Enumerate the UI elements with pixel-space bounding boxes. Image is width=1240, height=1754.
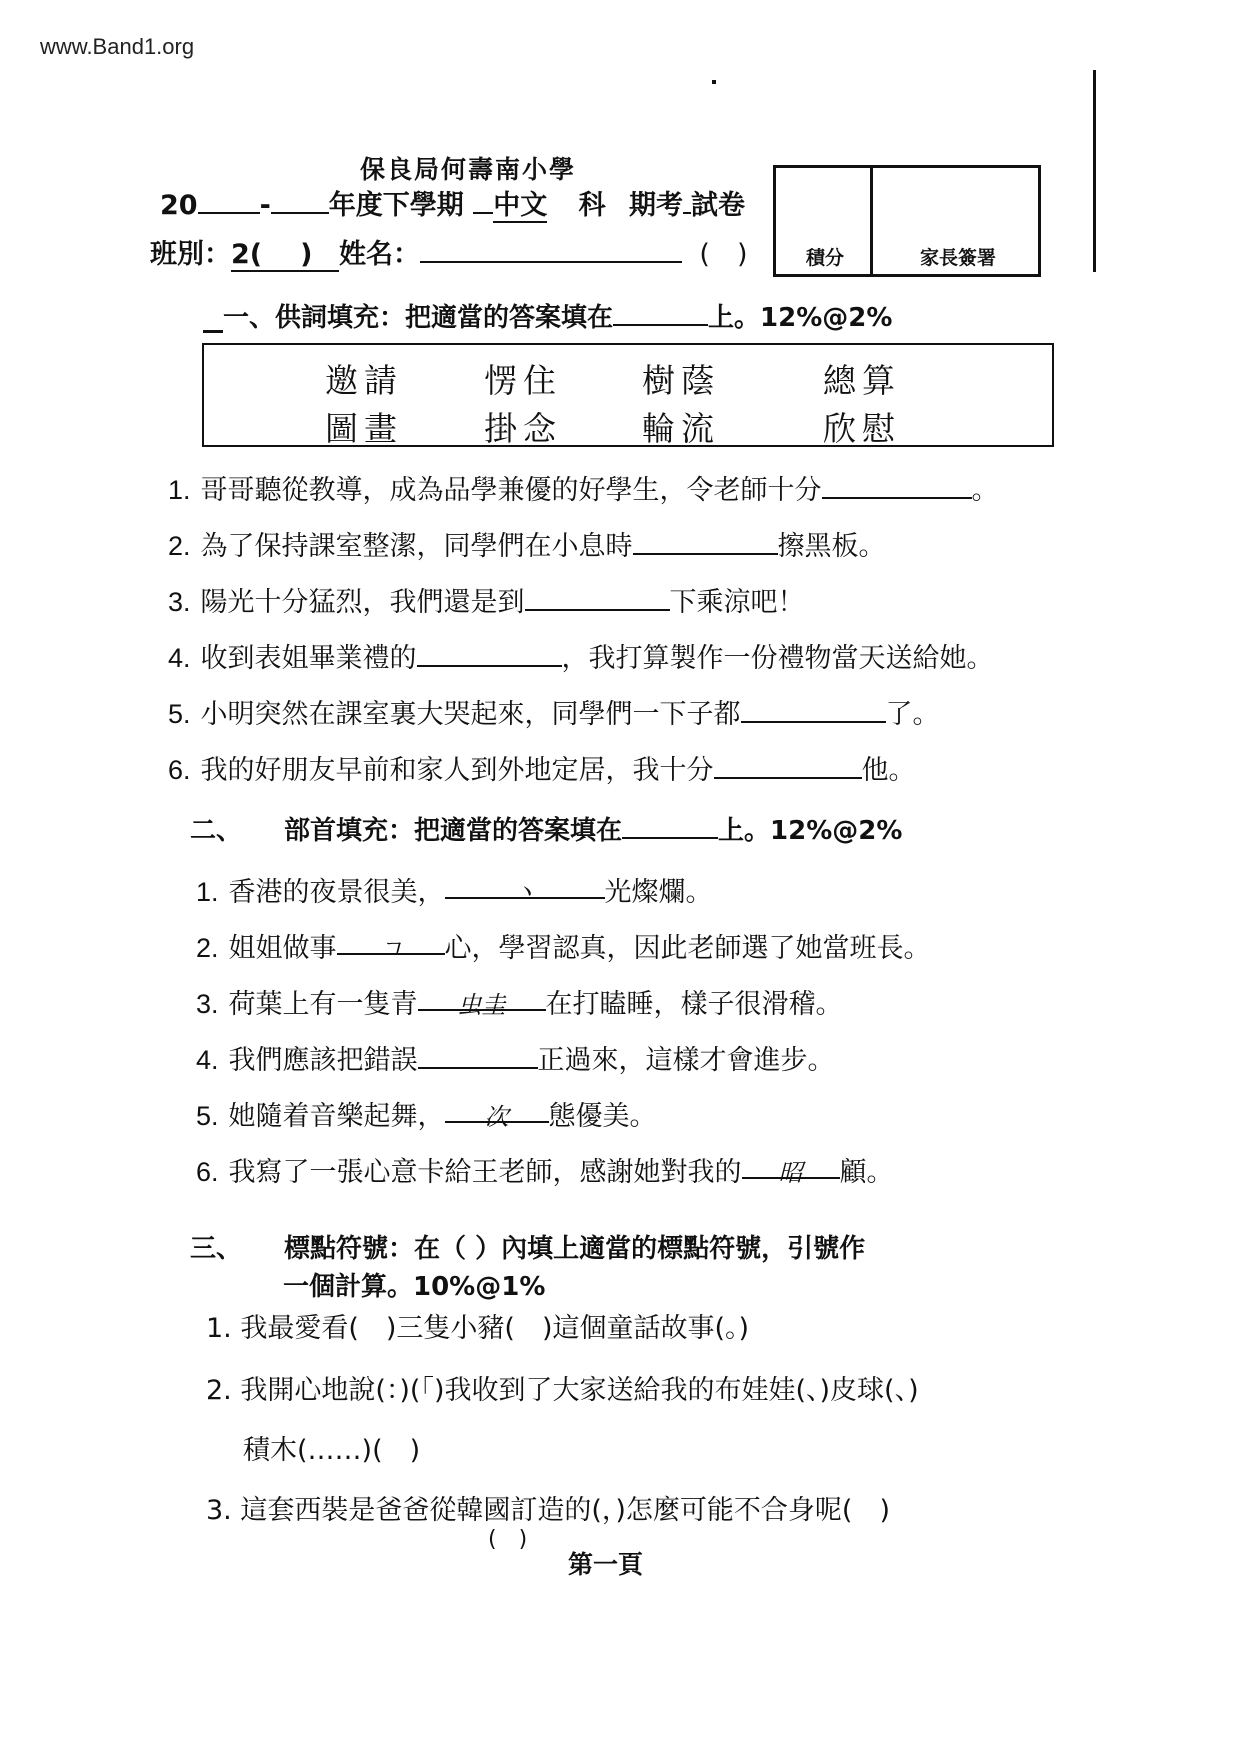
answer-blank[interactable] xyxy=(822,470,972,499)
s1-question-3: 3. 陽光十分猛烈，我們還是到 下乘涼吧！ xyxy=(168,580,805,619)
s1-question-6: 6. 我的好朋友早前和家人到外地定居，我十分 他。 xyxy=(168,748,916,787)
class-number-paren: ( ) xyxy=(699,239,748,270)
section2-marks: 上。12%@2% xyxy=(718,816,903,846)
section1-title-text: 一、供詞填充：把適當的答案填在 xyxy=(223,303,614,333)
year-prefix: 20 xyxy=(160,190,198,221)
s1-question-2: 2. 為了保持課室整潔，同學們在小息時 擦黑板。 xyxy=(168,524,886,563)
section3-marks: 一個計算。10%@1% xyxy=(283,1272,546,1302)
section1-title xyxy=(203,297,892,334)
score-box-divider xyxy=(870,165,873,274)
answer-blank[interactable] xyxy=(525,582,670,611)
s3-question-2-cont: 積木(……)( ) xyxy=(243,1435,421,1466)
word-bank-item: 總算 xyxy=(823,361,901,400)
class-value: 2 xyxy=(231,239,250,270)
student-info-line xyxy=(150,232,747,272)
watermark-url: www.Band1.org xyxy=(40,34,195,59)
s2-question-4: 4. 我們應該把錯誤 正過來，這樣才會進步。 xyxy=(196,1045,835,1076)
s2-question-3: 3. 荷葉上有一隻青 虫圭 在打瞌睡，樣子很滑稽。 xyxy=(196,982,843,1021)
scan-speck xyxy=(712,80,716,84)
word-bank-item: 愣住 xyxy=(484,361,562,400)
paper-label: 試卷 xyxy=(691,190,746,221)
section2-number: 二、 xyxy=(190,816,243,846)
handwritten-answer[interactable]: 虫圭 xyxy=(418,985,546,1011)
s1-question-4: 4. 收到表姐畢業禮的 ，我打算製作一份禮物當天送給她。 xyxy=(168,636,994,675)
section2-title xyxy=(190,810,902,847)
handwritten-answer[interactable]: 昭 xyxy=(742,1153,840,1179)
year-blank-2 xyxy=(271,185,329,214)
answer-blank[interactable] xyxy=(417,638,562,667)
section3-number: 三、 xyxy=(190,1234,243,1264)
term-label: 年度下學期 xyxy=(328,190,464,221)
word-bank-item: 掛念 xyxy=(484,409,562,448)
page-number: 第一頁 xyxy=(568,1550,644,1579)
s3-question-3-cont: ( ) xyxy=(488,1527,528,1552)
class-paren-open: ( xyxy=(249,239,263,270)
answer-blank[interactable] xyxy=(741,694,886,723)
answer-blank[interactable] xyxy=(714,750,862,779)
section1-marks: 上。12%@2% xyxy=(708,303,893,333)
class-label: 班別： xyxy=(150,239,231,270)
s2-question-2: 2. 姐姐做事 ㄱ 心，學習認真，因此老師選了她當班長。 xyxy=(196,926,931,965)
word-bank-item: 樹蔭 xyxy=(642,361,720,400)
section2-title-text: 部首填充：把適當的答案填在 xyxy=(284,816,623,846)
answer-blank[interactable] xyxy=(633,526,778,555)
year-dash: - xyxy=(259,190,271,221)
name-field xyxy=(420,234,682,263)
handwritten-answer[interactable]: 次 xyxy=(445,1097,549,1123)
class-paren-close: ) xyxy=(300,239,313,270)
word-bank-item: 輪流 xyxy=(642,409,720,448)
subject-suffix: 科 xyxy=(578,190,606,221)
s1-question-1: 1. 哥哥聽從教導，成為品學兼優的好學生，令老師十分 。 xyxy=(168,468,999,507)
exam-label: 期考 xyxy=(629,190,684,221)
handwritten-answer[interactable]: 丶 xyxy=(445,873,605,899)
s2-question-1: 1. 香港的夜景很美， 丶 光燦爛。 xyxy=(196,870,713,909)
name-label: 姓名： xyxy=(339,239,420,270)
section3-title-text: 標點符號：在（ ）內填上適當的標點符號，引號作 xyxy=(284,1234,866,1264)
parent-sign-label: 家長簽署 xyxy=(920,247,997,269)
s1-question-5: 5. 小明突然在課室裏大哭起來，同學們一下子都 了。 xyxy=(168,692,940,731)
s3-question-3: 3. 這套西裝是爸爸從韓國訂造的(，)怎麼可能不合身呢( ) xyxy=(206,1495,890,1526)
s2-question-6: 6. 我寫了一張心意卡給王老師，感謝她對我的 昭 顧。 xyxy=(196,1150,894,1189)
handwritten-answer[interactable] xyxy=(418,1043,538,1069)
subject-value: 中文 xyxy=(493,190,548,221)
exam-header-line xyxy=(160,183,745,222)
word-bank-item: 圖畫 xyxy=(325,409,403,448)
section3-title xyxy=(190,1228,865,1265)
word-bank-item: 欣慰 xyxy=(823,409,901,448)
s3-question-1: 1. 我最愛看( )三隻小豬( )這個童話故事(。) xyxy=(206,1313,750,1344)
handwritten-answer[interactable]: ㄱ xyxy=(337,929,445,955)
year-blank-1 xyxy=(198,185,260,214)
s2-question-5: 5. 她隨着音樂起舞， 次 態優美。 xyxy=(196,1094,657,1133)
class-field xyxy=(231,239,339,272)
margin-line xyxy=(1093,70,1096,272)
school-name: 保良局何壽南小學 xyxy=(360,155,577,184)
score-label: 積分 xyxy=(806,247,845,269)
word-bank-item: 邀請 xyxy=(325,361,403,400)
s3-question-2: 2. 我開心地說(：)(「)我收到了大家送給我的布娃娃(、)皮球(、) xyxy=(206,1375,919,1406)
